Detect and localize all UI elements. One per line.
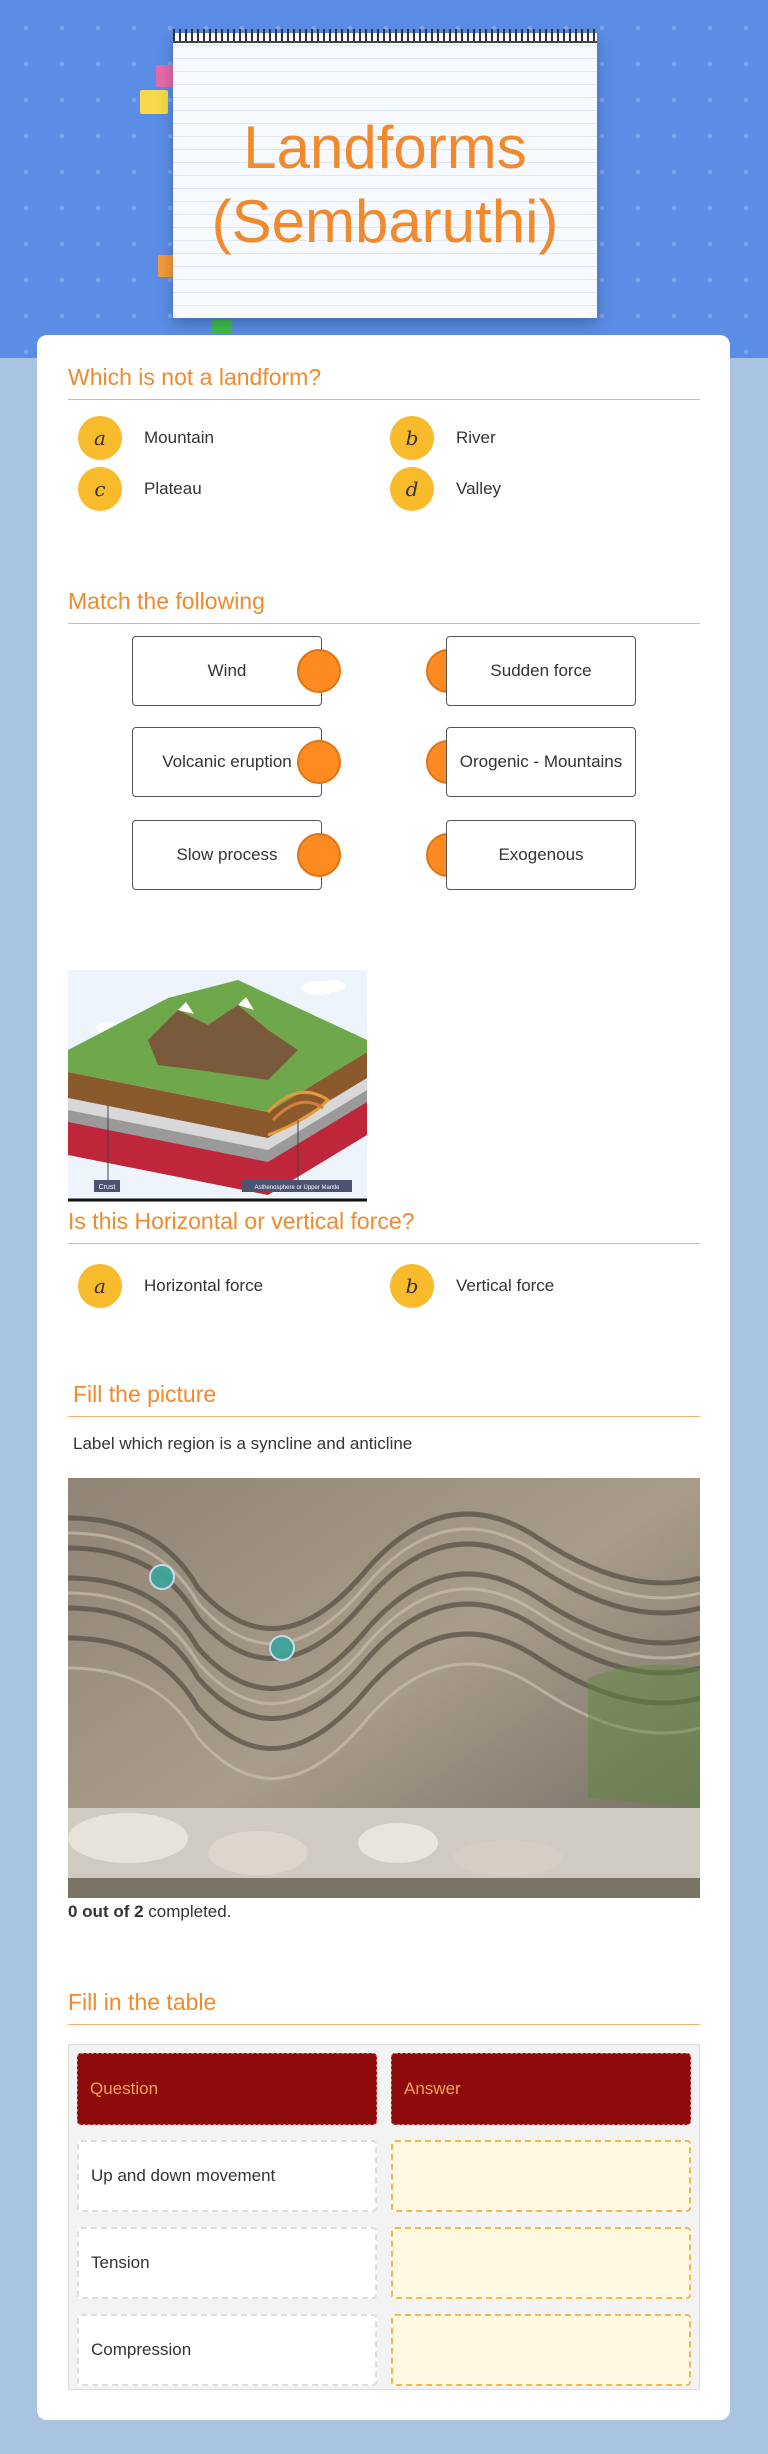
fill-table [68, 2044, 700, 2390]
fill-picture-instructions: Label which region is a syncline and anticline [73, 1434, 413, 1453]
answer-option-a[interactable] [78, 416, 214, 460]
table-header-answer: Answer [391, 2053, 691, 2125]
completion-suffix: completed. [143, 1902, 232, 1921]
option-label: Horizontal force [144, 1276, 264, 1295]
bookmark-tab-yellow [140, 90, 168, 114]
option-label: Valley [456, 479, 502, 498]
label-hotspot[interactable] [269, 1635, 295, 1661]
spiral-binding [173, 29, 597, 43]
completion-status [68, 1902, 231, 1922]
option-badge: d [390, 467, 434, 511]
match-left-item[interactable]: Wind [132, 636, 322, 706]
match-connector-left[interactable] [297, 649, 341, 693]
table-question-cell: Up and down movement [77, 2140, 377, 2212]
page-title: Landforms (Sembaruthi) [211, 114, 559, 255]
question-title: Is this Horizontal or vertical force? [68, 1208, 700, 1244]
match-connector-left[interactable] [297, 740, 341, 784]
match-right-item[interactable]: Exogenous [446, 820, 636, 890]
label-hotspot[interactable] [149, 1564, 175, 1590]
table-title: Fill in the table [68, 1989, 700, 2025]
answer-option-c[interactable] [78, 467, 202, 511]
option-badge: a [78, 1264, 122, 1308]
header-banner [0, 0, 768, 358]
answer-option-d[interactable] [390, 467, 501, 511]
option-badge: a [78, 416, 122, 460]
option-label: Vertical force [456, 1276, 555, 1295]
table-answer-input[interactable] [391, 2227, 691, 2299]
fill-picture-title: Fill the picture [68, 1381, 700, 1417]
option-label: Plateau [144, 479, 202, 498]
answer-option-b[interactable] [390, 1264, 554, 1308]
option-label: Mountain [144, 428, 214, 447]
diagram-label-mantle: Asthenosphere or Upper Mantle [254, 1185, 340, 1191]
match-connector-left[interactable] [297, 833, 341, 877]
match-title: Match the following [68, 588, 700, 624]
table-question-cell: Tension [77, 2227, 377, 2299]
table-answer-input[interactable] [391, 2140, 691, 2212]
notebook-card [173, 33, 597, 318]
diagram-label-crust: Crust [98, 1184, 116, 1191]
bookmark-tab-green [212, 320, 232, 334]
fold-mountain-diagram [68, 970, 367, 1202]
match-left-item[interactable]: Volcanic eruption [132, 727, 322, 797]
answer-option-b[interactable] [390, 416, 496, 460]
match-left-item[interactable]: Slow process [132, 820, 322, 890]
table-answer-input[interactable] [391, 2314, 691, 2386]
table-question-cell: Compression [77, 2314, 377, 2386]
rock-folds-photo [68, 1478, 700, 1898]
option-badge: b [390, 1264, 434, 1308]
match-right-item[interactable]: Orogenic - Mountains [446, 727, 636, 797]
option-label: River [456, 428, 496, 447]
option-badge: b [390, 416, 434, 460]
match-right-item[interactable]: Sudden force [446, 636, 636, 706]
option-badge: c [78, 467, 122, 511]
table-header-question: Question [77, 2053, 377, 2125]
completion-count: 0 out of 2 [68, 1902, 144, 1921]
answer-option-a[interactable] [78, 1264, 263, 1308]
question-title: Which is not a landform? [68, 364, 700, 400]
